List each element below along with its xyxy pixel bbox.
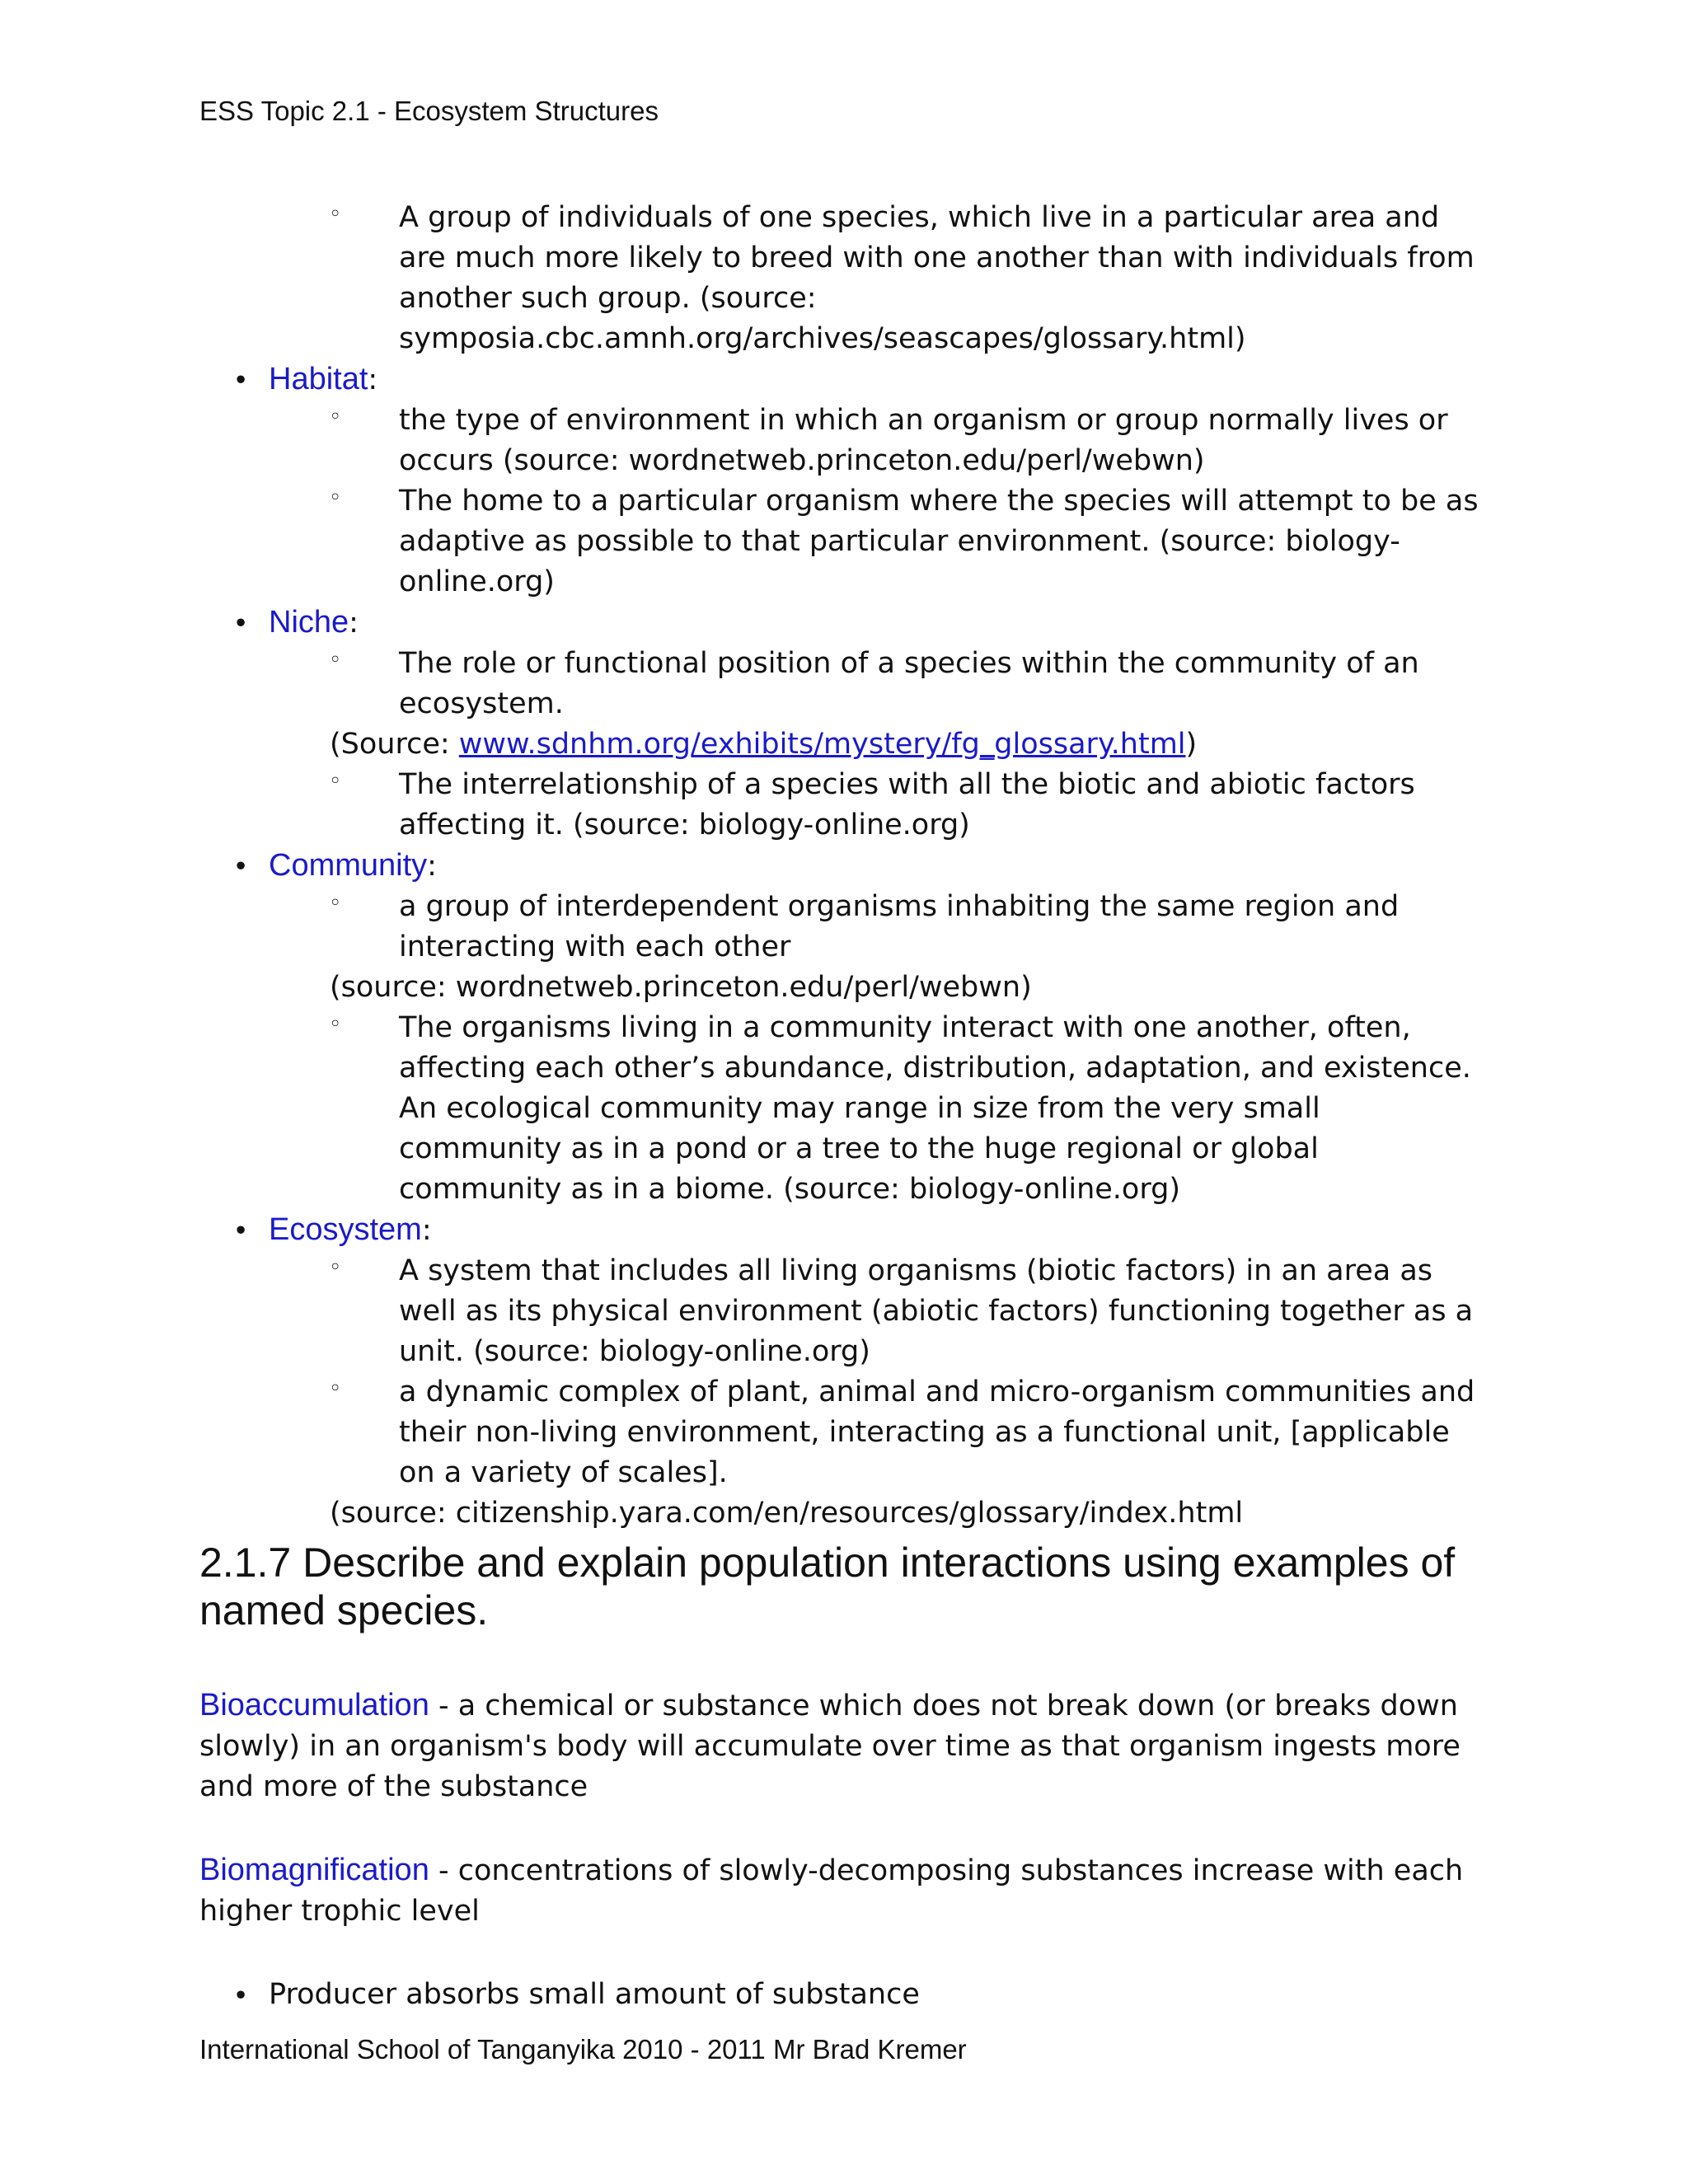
definition-item — [329, 198, 1485, 359]
sub-bullet-icon: ◦ — [329, 891, 342, 916]
term-community — [236, 846, 1485, 887]
source-line — [330, 724, 1485, 765]
definition-text: The interrelationship of a species with all the biotic and abiotic factors affecting it. (source: biology-online.org) — [399, 768, 1415, 841]
definition-text: the type of environment in which an organism or group normally lives or occurs (source: wordnetweb.princeton.edu/perl/webwn) — [399, 404, 1448, 477]
page-footer: International School of Tanganyika 2010 - 2011 Mr Brad Kremer — [199, 2034, 967, 2064]
definition-item — [329, 481, 1485, 602]
definition-item — [329, 401, 1485, 481]
term-ecosystem — [236, 1210, 1485, 1251]
definition-item — [329, 1372, 1485, 1493]
document-body — [199, 198, 1485, 2015]
term-label: Ecosystem — [269, 1212, 422, 1247]
term-label: Community — [269, 848, 428, 883]
definition-text: a dynamic complex of plant, animal and micro-organism communities and their non-living environment, interacting as a functional unit, [applicable on a variety of scales]. — [399, 1376, 1475, 1489]
definition-text: A system that includes all living organisms (biotic factors) in an area as well as its physical environment (abiotic factors) functioning together as a unit. (source: biology-online.org) — [399, 1254, 1474, 1368]
term-niche — [236, 602, 1485, 644]
source-prefix: (Source: — [330, 728, 459, 761]
bullet-icon: • — [236, 1214, 246, 1246]
bullet-icon: • — [236, 607, 246, 639]
bullet-icon: • — [236, 363, 246, 396]
paragraph-text: - a chemical or substance which does not break down (or breaks down slowly) in an organism's body will accumulate over time as that organism ingests more and more of the substance — [199, 1690, 1461, 1803]
list-item-text: Producer absorbs small amount of substance — [269, 1978, 920, 2011]
definition-item — [329, 1251, 1485, 1372]
paragraph-text: - concentrations of slowly-decomposing substances increase with each higher trophic level — [199, 1854, 1464, 1928]
colon: : — [421, 1214, 432, 1247]
sub-bullet-icon: ◦ — [329, 769, 342, 794]
sub-bullet-icon: ◦ — [329, 1376, 342, 1401]
list-item — [236, 1975, 1485, 2015]
definition-text: The role or functional position of a species within the community of an ecosystem. — [399, 647, 1419, 720]
page-header: ESS Topic 2.1 - Ecosystem Structures — [199, 96, 659, 126]
term-label: Habitat — [269, 362, 368, 396]
source-line: (source: citizenship.yara.com/en/resources/glossary/index.html — [330, 1497, 1244, 1530]
paragraph-biomagnification — [199, 1850, 1485, 1932]
section-heading: 2.1.7 Describe and explain population interactions using examples of named species. — [199, 1540, 1456, 1633]
source-suffix: ) — [1185, 728, 1198, 761]
definition-item — [329, 1008, 1485, 1210]
term-label: Bioaccumulation — [199, 1688, 429, 1722]
sub-bullet-icon: ◦ — [329, 648, 342, 673]
paragraph-bioaccumulation — [199, 1685, 1485, 1807]
definition-item — [329, 887, 1485, 968]
colon: : — [427, 850, 437, 883]
bullet-icon: • — [236, 1979, 246, 2011]
colon: : — [368, 363, 378, 396]
term-habitat — [236, 359, 1485, 401]
definition-item — [329, 765, 1485, 846]
source-link[interactable]: www.sdnhm.org/exhibits/mystery/fg_glossary.html — [458, 728, 1186, 761]
definition-text: The home to a particular organism where the species will attempt to be as adaptive as possible to that particular environment. (source: biology-online.org) — [399, 485, 1479, 598]
sub-bullet-icon: ◦ — [329, 1255, 342, 1280]
definition-item — [329, 644, 1485, 724]
term-label: Niche — [269, 605, 349, 640]
term-label: Biomagnification — [199, 1853, 429, 1887]
definition-text: a group of interdependent organisms inhabiting the same region and interacting with each other — [399, 890, 1400, 963]
sub-bullet-icon: ◦ — [329, 202, 342, 227]
definition-text: The organisms living in a community interact with one another, often, affecting each other’s abundance, distribution, adaptation, and existence. An ecological community may range in size from the very small community as in a pond or a tree to the huge regional or global community as in a biome. (source: biology-online.org) — [399, 1011, 1471, 1206]
sub-bullet-icon: ◦ — [329, 1012, 342, 1037]
sub-bullet-icon: ◦ — [329, 485, 342, 510]
definition-text: A group of individuals of one species, which live in a particular area and are much more likely to breed with one another than with individuals from another such group. (source: symposia.cbc.amnh.org/archives/seascapes/glossary.html) — [399, 201, 1475, 355]
bullet-icon: • — [236, 850, 246, 882]
sub-bullet-icon: ◦ — [329, 405, 342, 429]
source-line: (source: wordnetweb.princeton.edu/perl/webwn) — [330, 971, 1032, 1004]
colon: : — [349, 607, 359, 640]
